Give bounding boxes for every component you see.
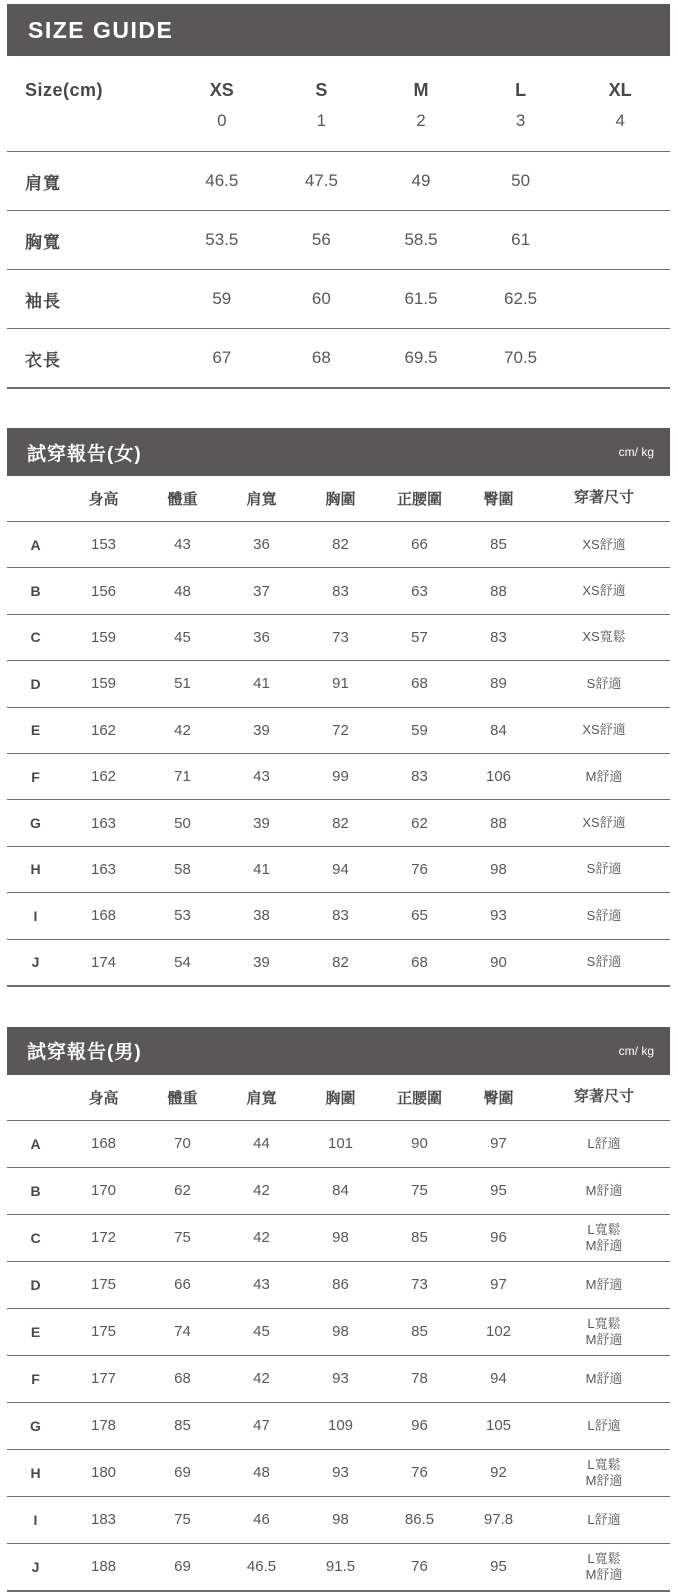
measurement-value: 97.8	[483, 1511, 514, 1529]
fit-report-men	[7, 1027, 670, 1592]
size-value-cell: 61	[511, 230, 531, 249]
wear-size-line: L舒適	[587, 1135, 621, 1151]
measurement-value: 44	[253, 1135, 270, 1153]
measurement-value: 159	[90, 675, 117, 693]
fit-report-row	[7, 614, 670, 660]
fit-report-men-unit: cm/ kg	[618, 1043, 654, 1058]
column-header: 體重	[167, 1089, 198, 1107]
wear-size-line: S舒適	[586, 954, 622, 970]
tester-id: G	[30, 1417, 41, 1434]
tester-id: C	[30, 629, 41, 646]
measurement-value: 68	[411, 675, 428, 693]
measurement-value: 156	[90, 582, 117, 600]
fit-report-row	[7, 939, 670, 985]
measurement-value: 98	[490, 860, 507, 878]
wear-size-cell	[538, 1277, 670, 1293]
size-table-row	[7, 328, 670, 387]
measurement-value: 86	[332, 1276, 349, 1294]
measurement-value: 36	[253, 628, 270, 646]
fit-report-row	[7, 892, 670, 938]
measurement-value: 97	[490, 1135, 507, 1153]
size-number-label: 1	[316, 111, 327, 130]
wear-size-line: L舒適	[587, 1511, 621, 1527]
size-name-label: XL	[608, 80, 632, 100]
wear-size-line: M舒適	[585, 768, 623, 784]
fit-report-women-column-header-row	[7, 476, 670, 521]
tester-id: J	[31, 954, 40, 971]
fit-report-row	[7, 753, 670, 799]
wear-size-cell	[538, 537, 670, 553]
wear-size-cell	[538, 1136, 670, 1152]
column-header: 身高	[88, 491, 119, 508]
fit-report-women-unit: cm/ kg	[618, 445, 654, 459]
wear-size-cell	[538, 1316, 670, 1349]
size-value-cell: 69.5	[404, 348, 438, 367]
tester-id: D	[30, 1276, 41, 1293]
size-name-label: S	[315, 80, 328, 100]
tester-id: A	[30, 536, 41, 553]
measurement-value: 70	[174, 1135, 191, 1153]
measurement-value: 53	[174, 907, 191, 925]
size-value-cell: 59	[212, 289, 232, 308]
measurement-value: 39	[253, 814, 270, 832]
wear-size-cell	[538, 769, 670, 785]
measurement-value: 75	[174, 1229, 191, 1247]
measurement-value: 98	[332, 1323, 349, 1341]
fit-report-row	[7, 660, 670, 706]
size-value-cell: 58.5	[404, 230, 438, 249]
wear-size-line: M舒適	[585, 1472, 623, 1488]
size-guide-header-band	[7, 4, 670, 56]
measurement-value: 65	[411, 907, 428, 925]
wear-size-line: S舒適	[586, 675, 622, 691]
fit-report-row	[7, 1449, 670, 1496]
fit-report-row	[7, 1120, 670, 1167]
measurement-value: 175	[90, 1276, 117, 1294]
measurement-value: 46	[253, 1511, 270, 1529]
measurement-value: 59	[411, 721, 428, 739]
measurement-value: 93	[332, 1464, 349, 1482]
wear-size-cell	[538, 1183, 670, 1199]
measurement-value: 54	[174, 953, 191, 971]
measurement-value: 51	[174, 675, 191, 693]
size-table-header-row	[7, 56, 670, 151]
measurement-value: 76	[411, 1464, 428, 1482]
size-value-cell: 56	[311, 230, 331, 249]
measurement-value: 69	[174, 1558, 191, 1576]
measurement-label: 肩寬	[25, 173, 61, 193]
measurement-label: 袖長	[25, 291, 61, 311]
measurement-value: 78	[411, 1370, 428, 1388]
fit-report-row	[7, 1308, 670, 1355]
wear-size-line: S舒適	[586, 861, 622, 877]
size-table-row	[7, 269, 670, 328]
measurement-value: 102	[485, 1323, 512, 1341]
measurement-value: 84	[332, 1182, 349, 1200]
measurement-value: 85	[174, 1417, 191, 1435]
measurement-value: 106	[485, 768, 512, 786]
size-value-cell: 50	[511, 171, 531, 190]
measurement-value: 68	[411, 953, 428, 971]
tester-id: F	[31, 768, 40, 785]
measurement-value: 43	[174, 536, 191, 554]
wear-size-line: L寬鬆	[587, 1456, 621, 1472]
measurement-value: 62	[174, 1182, 191, 1200]
measurement-label: 胸寬	[25, 232, 61, 252]
size-value-cell: 61.5	[404, 289, 438, 308]
measurement-value: 85	[490, 536, 507, 554]
measurement-value: 41	[253, 860, 270, 878]
measurement-value: 98	[332, 1511, 349, 1529]
size-value-cell: 67	[212, 348, 232, 367]
fit-report-men-rows	[7, 1120, 670, 1592]
tester-id: H	[30, 861, 41, 878]
measurement-value: 83	[332, 582, 349, 600]
measurement-value: 84	[490, 721, 507, 739]
measurement-value: 86.5	[404, 1511, 435, 1529]
measurement-value: 153	[90, 536, 117, 554]
measurement-value: 180	[90, 1464, 117, 1482]
tester-id: A	[30, 1135, 41, 1152]
measurement-value: 162	[90, 721, 117, 739]
measurement-value: 58	[174, 860, 191, 878]
measurement-value: 76	[411, 1558, 428, 1576]
size-table	[7, 56, 670, 389]
fit-report-row	[7, 521, 670, 567]
size-number-label: 2	[416, 111, 426, 130]
measurement-label: 衣長	[25, 350, 61, 370]
measurement-value: 93	[490, 907, 507, 925]
size-table-row	[7, 151, 670, 210]
tester-id: J	[31, 1558, 40, 1575]
wear-size-line: XS舒適	[582, 722, 626, 738]
measurement-value: 159	[90, 628, 117, 646]
measurement-value: 82	[332, 536, 349, 554]
tester-id: C	[30, 1229, 41, 1246]
measurement-value: 75	[411, 1182, 428, 1200]
column-header: 穿著尺寸	[573, 1088, 634, 1106]
measurement-value: 82	[332, 814, 349, 832]
measurement-value: 47	[253, 1417, 270, 1435]
size-table-row	[7, 210, 670, 269]
size-name-label: M	[413, 80, 429, 100]
wear-size-line: XS寬鬆	[582, 629, 626, 645]
measurement-value: 91.5	[325, 1558, 356, 1576]
measurement-value: 37	[253, 582, 270, 600]
measurement-value: 94	[332, 860, 349, 878]
wear-size-line: XS舒適	[582, 814, 626, 830]
measurement-value: 90	[411, 1135, 428, 1153]
measurement-value: 162	[90, 768, 117, 786]
wear-size-cell	[538, 629, 670, 645]
wear-size-line: M舒適	[585, 1276, 623, 1292]
fit-report-row	[7, 799, 670, 845]
fit-report-women	[7, 428, 670, 987]
fit-report-row	[7, 846, 670, 892]
measurement-value: 36	[253, 536, 270, 554]
measurement-value: 98	[332, 1229, 349, 1247]
measurement-value: 163	[90, 860, 117, 878]
tester-id: D	[30, 675, 41, 692]
size-value-cell: 62.5	[504, 289, 538, 308]
column-header: 肩寬	[246, 491, 277, 508]
measurement-value: 93	[332, 1370, 349, 1388]
measurement-value: 42	[253, 1182, 270, 1200]
wear-size-line: M舒適	[585, 1331, 623, 1347]
measurement-value: 42	[253, 1370, 270, 1388]
size-value-cell: 60	[311, 289, 331, 308]
measurement-value: 175	[90, 1323, 117, 1341]
tester-id: I	[33, 907, 38, 924]
measurement-value: 170	[90, 1182, 117, 1200]
size-number-label: 0	[217, 111, 227, 130]
size-number-label: 3	[515, 111, 526, 130]
column-header: 體重	[167, 491, 198, 508]
wear-size-cell	[538, 1222, 670, 1255]
fit-report-men-column-header-row	[7, 1075, 670, 1120]
tester-id: B	[30, 1182, 41, 1199]
measurement-value: 57	[411, 628, 428, 646]
wear-size-line: L舒適	[587, 1417, 621, 1433]
measurement-value: 96	[490, 1229, 507, 1247]
measurement-value: 50	[174, 814, 191, 832]
column-header: 胸圍	[325, 1089, 356, 1107]
column-header: 臀圍	[483, 1089, 514, 1107]
tester-id: I	[33, 1511, 38, 1528]
tester-id: E	[30, 722, 41, 739]
fit-report-row	[7, 1261, 670, 1308]
wear-size-cell	[538, 722, 670, 738]
measurement-value: 105	[485, 1417, 512, 1435]
measurement-value: 188	[90, 1558, 117, 1576]
measurement-value: 99	[332, 768, 349, 786]
measurement-value: 76	[411, 860, 428, 878]
fit-report-row	[7, 567, 670, 613]
measurement-value: 94	[490, 1370, 507, 1388]
measurement-value: 88	[490, 814, 507, 832]
wear-size-cell	[538, 815, 670, 831]
wear-size-line: S舒適	[586, 907, 622, 923]
measurement-value: 45	[253, 1323, 270, 1341]
column-header: 胸圍	[325, 491, 356, 508]
size-column-header-xl	[570, 80, 670, 151]
measurement-value: 172	[90, 1229, 117, 1247]
size-column-header-s	[272, 80, 372, 151]
size-column-header-m	[371, 80, 471, 151]
size-number-label: 4	[615, 111, 625, 130]
wear-size-line: M舒適	[585, 1370, 623, 1386]
measurement-value: 48	[174, 582, 191, 600]
measurement-value: 92	[490, 1464, 507, 1482]
tester-id: B	[30, 583, 41, 600]
measurement-value: 168	[90, 907, 117, 925]
measurement-value: 88	[490, 582, 507, 600]
wear-size-cell	[538, 1512, 670, 1528]
wear-size-line: M舒適	[585, 1237, 623, 1253]
measurement-value: 43	[253, 768, 270, 786]
measurement-value: 39	[253, 721, 270, 739]
measurement-value: 62	[411, 814, 428, 832]
measurement-value: 48	[253, 1464, 270, 1482]
size-table-label-header: Size(cm)	[25, 80, 104, 100]
measurement-value: 42	[174, 721, 191, 739]
wear-size-cell	[538, 583, 670, 599]
measurement-value: 73	[332, 628, 349, 646]
wear-size-cell	[538, 1371, 670, 1387]
measurement-value: 66	[411, 536, 428, 554]
measurement-value: 83	[490, 628, 507, 646]
wear-size-line: M舒適	[585, 1182, 623, 1198]
column-header: 穿著尺寸	[573, 489, 634, 507]
wear-size-line: M舒適	[585, 1566, 623, 1582]
measurement-value: 43	[253, 1276, 270, 1294]
measurement-value: 41	[253, 675, 270, 693]
measurement-value: 72	[332, 721, 349, 739]
measurement-value: 91	[332, 675, 349, 693]
wear-size-cell	[538, 861, 670, 877]
fit-report-men-title: 試穿報告(男)	[27, 1042, 142, 1064]
column-header: 正腰圍	[396, 1089, 442, 1107]
wear-size-line: XS舒適	[582, 536, 626, 552]
wear-size-cell	[538, 1418, 670, 1434]
measurement-value: 178	[90, 1417, 117, 1435]
wear-size-line: XS舒適	[582, 582, 626, 598]
size-column-header-xs	[172, 80, 272, 151]
column-header: 正腰圍	[396, 491, 442, 508]
size-name-label: XS	[209, 80, 234, 100]
fit-report-men-band	[7, 1027, 670, 1075]
size-value-cell: 70.5	[504, 348, 538, 367]
measurement-value: 89	[490, 675, 507, 693]
measurement-value: 83	[332, 907, 349, 925]
fit-report-women-rows	[7, 521, 670, 987]
fit-report-row	[7, 1167, 670, 1214]
tester-id: E	[30, 1323, 41, 1340]
wear-size-line: L寬鬆	[587, 1315, 621, 1331]
measurement-value: 69	[174, 1464, 191, 1482]
size-name-label: L	[515, 80, 527, 100]
measurement-value: 82	[332, 953, 349, 971]
measurement-value: 90	[490, 953, 507, 971]
fit-report-row	[7, 1543, 670, 1590]
size-value-cell: 53.5	[205, 230, 239, 249]
tester-id: G	[30, 815, 41, 832]
column-header: 臀圍	[483, 491, 514, 508]
measurement-value: 75	[174, 1511, 191, 1529]
measurement-value: 95	[490, 1182, 507, 1200]
measurement-value: 42	[253, 1229, 270, 1247]
measurement-value: 39	[253, 953, 270, 971]
fit-report-women-title: 試穿報告(女)	[27, 443, 142, 465]
size-column-header-l	[471, 80, 571, 151]
wear-size-cell	[538, 1457, 670, 1490]
measurement-value: 85	[411, 1229, 428, 1247]
size-table-body	[7, 151, 670, 387]
column-header: 身高	[88, 1089, 119, 1107]
measurement-value: 101	[327, 1135, 354, 1153]
fit-report-row	[7, 1355, 670, 1402]
fit-report-women-band	[7, 428, 670, 476]
measurement-value: 95	[490, 1558, 507, 1576]
measurement-value: 174	[90, 953, 117, 971]
measurement-value: 109	[327, 1417, 354, 1435]
wear-size-cell	[538, 908, 670, 924]
size-value-cell: 47.5	[304, 171, 338, 190]
wear-size-line: L寬鬆	[587, 1221, 621, 1237]
wear-size-cell	[538, 1551, 670, 1584]
measurement-value: 183	[90, 1511, 117, 1529]
measurement-value: 163	[90, 814, 117, 832]
measurement-value: 68	[174, 1370, 191, 1388]
tester-id: F	[31, 1370, 40, 1387]
column-header: 肩寬	[246, 1089, 277, 1107]
size-guide-title: SIZE GUIDE	[28, 16, 174, 43]
size-value-cell: 46.5	[205, 171, 239, 190]
measurement-value: 38	[253, 907, 270, 925]
tester-id: H	[30, 1464, 41, 1481]
fit-report-row	[7, 1496, 670, 1543]
fit-report-row	[7, 707, 670, 753]
measurement-value: 46.5	[246, 1558, 277, 1576]
measurement-value: 177	[90, 1370, 117, 1388]
fit-report-row	[7, 1214, 670, 1261]
measurement-value: 66	[174, 1276, 191, 1294]
size-value-cell: 49	[411, 171, 431, 190]
measurement-value: 168	[90, 1135, 117, 1153]
measurement-value: 83	[411, 768, 428, 786]
measurement-value: 85	[411, 1323, 428, 1341]
measurement-value: 45	[174, 628, 191, 646]
measurement-value: 96	[411, 1417, 428, 1435]
measurement-value: 63	[411, 582, 428, 600]
measurement-value: 73	[411, 1276, 428, 1294]
size-value-cell: 68	[311, 348, 331, 367]
wear-size-cell	[538, 676, 670, 692]
fit-report-row	[7, 1402, 670, 1449]
measurement-value: 71	[174, 768, 191, 786]
wear-size-cell	[538, 954, 670, 970]
wear-size-line: L寬鬆	[587, 1550, 621, 1566]
measurement-value: 74	[174, 1323, 191, 1341]
measurement-value: 97	[490, 1276, 507, 1294]
